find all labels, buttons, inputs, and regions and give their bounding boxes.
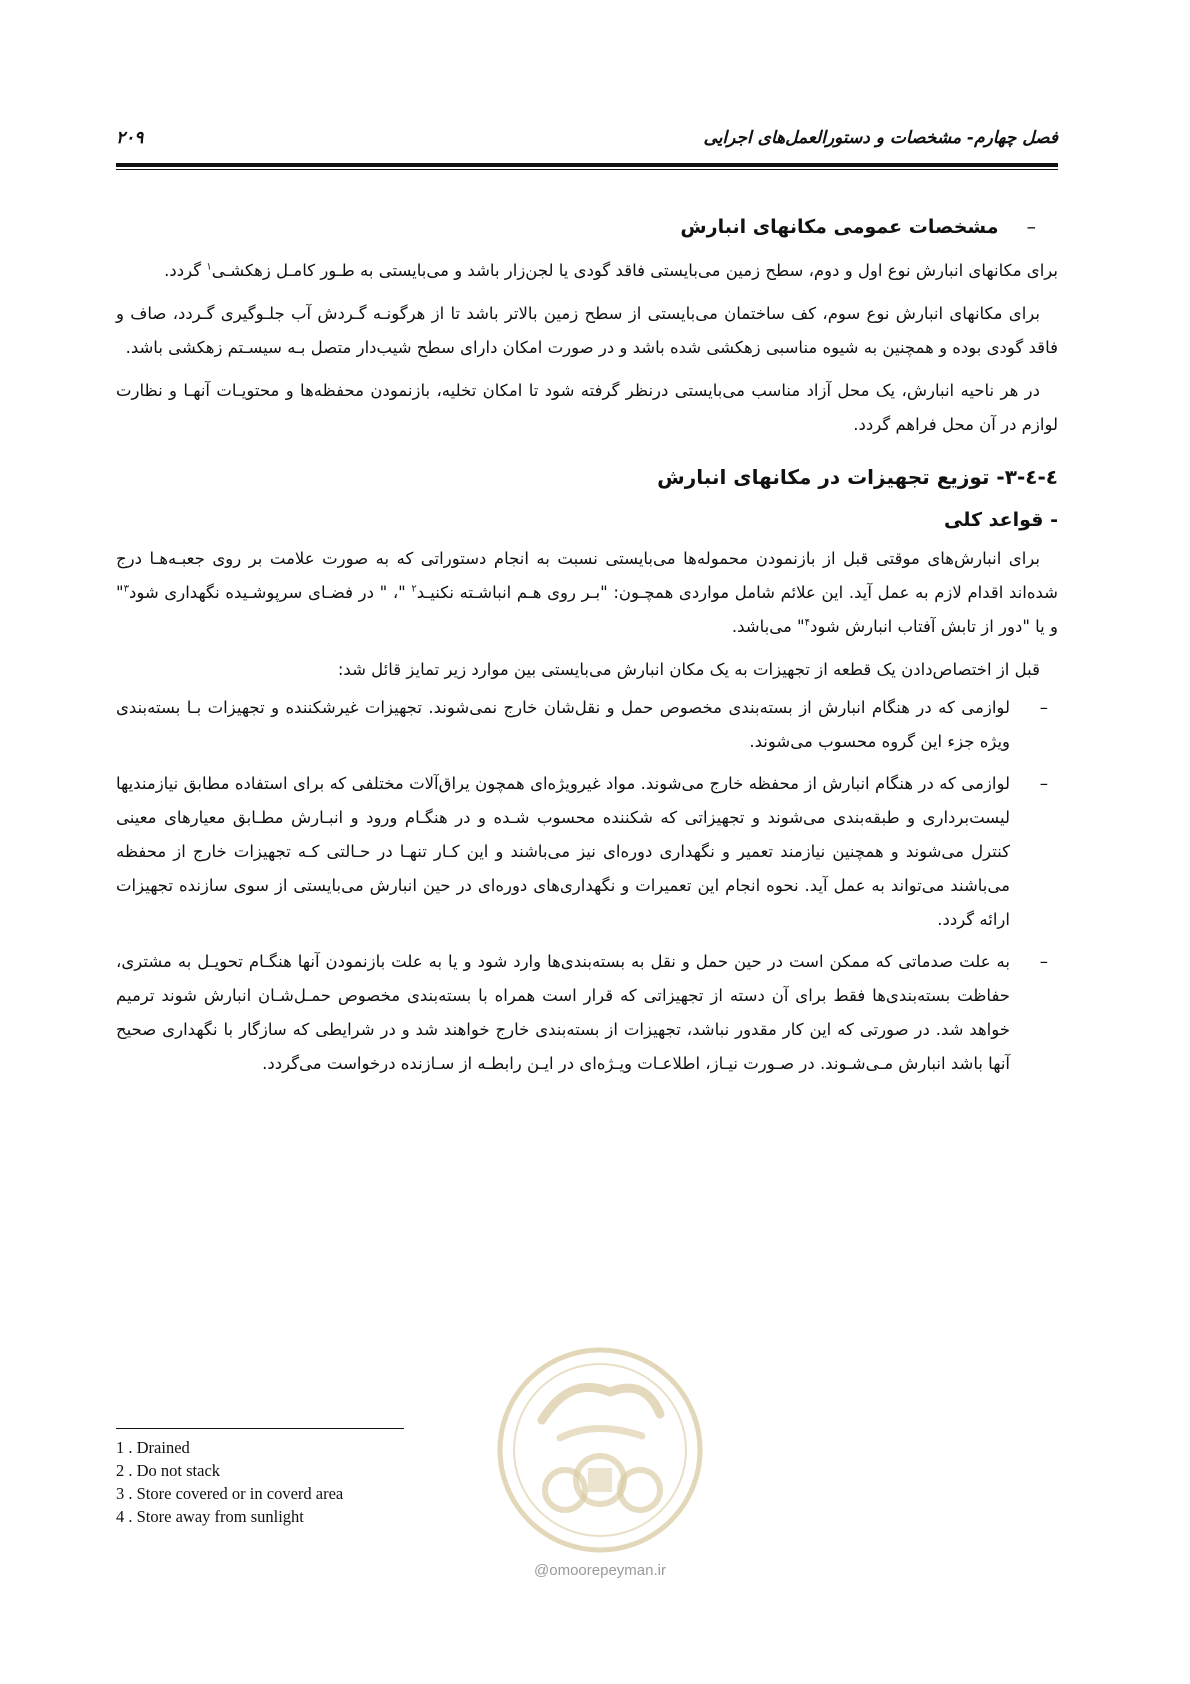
- footnote-ref-1: ۱: [206, 261, 212, 273]
- body-text: [116, 212, 1058, 1089]
- heading-text: مشخصات عمومی مکانهای انبارش: [680, 216, 999, 238]
- running-header: [116, 128, 1058, 162]
- footnote-rule: [116, 1428, 404, 1429]
- bullet-dash: –: [1039, 774, 1048, 793]
- header-rule-thick: [116, 163, 1058, 167]
- list-item: [116, 691, 1058, 759]
- bullet-dash: –: [1039, 952, 1048, 971]
- footnote-2: 2 . Do not stack: [116, 1461, 221, 1480]
- paragraph-text: برای انبارش‌های موقتی قبل از بازنمودن محموله‌ها می‌بایستی نسبت به انجام دستوراتی که به صورت علامت بر روی جعبـه‌هـا درج شده‌اند اقدام لازم به عمل آید. این علائم شامل مواردی همچـون: "بـر روی هـم انباشـته نکنیـد: [116, 549, 1058, 602]
- footnote-1: 1 . Drained: [116, 1438, 190, 1457]
- paragraph-floor: برای مکانهای انبارش نوع سوم، کف ساختمان می‌بایستی از سطح زمین بالاتر باشد تا از هرگونـه گـردش آب جلـوگیری گـردد، صاف و فاقد گودی بوده و همچنین به شیوه مناسبی زهکشی شده باشد و در صورت امکان دارای سطح شیب‌دار متصل بـه سیسـتم زهکشی باشد.: [116, 304, 1058, 357]
- watermark-caption: @omoorepeyman.ir: [534, 1562, 666, 1579]
- chapter-title: فصل چهارم- مشخصات و دستورالعمل‌های اجرایی: [703, 128, 1058, 148]
- paragraph-drainage: [116, 254, 1058, 288]
- footnote-3: 3 . Store covered or in coverd area: [116, 1484, 344, 1503]
- list-item: [116, 767, 1058, 937]
- list-item: [116, 945, 1058, 1081]
- heading-dash: –: [1026, 216, 1036, 238]
- footnote-ref-2: ۲: [411, 583, 417, 595]
- paragraph-tail: گردد.: [164, 261, 207, 280]
- items-list: [116, 691, 1058, 1081]
- paragraph-distinction: قبل از اختصاص‌دادن یک قطعه از تجهیزات به یک مکان انبارش می‌بایستی بین موارد زیر تمایز قائل شد:: [337, 660, 1040, 679]
- header-rule-thin: [116, 169, 1058, 170]
- footnote-4: 4 . Store away from sunlight: [116, 1507, 304, 1526]
- subheading-general-rules: - قواعد کلی: [944, 509, 1058, 531]
- paragraph-text: " و یا "دور از تابش آفتاب انبارش شود: [116, 583, 1058, 636]
- bullet-dash: –: [1039, 698, 1048, 717]
- list-item-text: لوازمی که در هنگام انبارش از بسته‌بندی مخصوص حمل و نقل‌شان خارج نمی‌شوند. تجهیزات غیرشکننده و تجهیزات بـا بسته‌بندی ویژه جزء این گروه محسوب می‌شوند.: [116, 698, 1010, 751]
- footnote-ref-3: ۳: [123, 583, 129, 595]
- paragraph-free-area: در هر ناحیه انبارش، یک محل آزاد مناسب می‌بایستی درنظر گرفته شود تا امکان تخلیه، بازنمودن محفظه‌ها و محتویـات آنهـا و نظارت لوازم در آن محل فراهم گردد.: [116, 381, 1058, 434]
- section-heading-general-specs: [116, 212, 1058, 242]
- section-heading-equipment-distribution: ٤-٤-٣- توزیع تجهیزات در مکانهای انبارش: [657, 465, 1058, 489]
- list-item-text: به علت صدماتی که ممکن است در حین حمل و نقل به بسته‌بندی‌ها وارد شود و یا به علت بازنمودن آنها هنگـام تحویـل به مشتری، حفاظت بسته‌بندی‌ها فقط برای آن دسته از تجهیزاتی که قرار است همراه با بسته‌بندی مخصوص حمـل‌شـان انبارش شوند ترمیم خواهد شد. در صورتی که این کار مقدور نباشد، تجهیزات از بسته‌بندی خارج خواهند شد و در شرایطی که سازگار با نگهداری صحیح آنها باشد انبارش مـی‌شـوند. در صـورت نیـاز، اطلاعـات ویـژه‌ای در ایـن رابطـه از سـازنده درخواست می‌گردد.: [116, 952, 1010, 1073]
- list-item-text: لوازمی که در هنگام انبارش از محفظه خارج می‌شوند. مواد غیرویژه‌ای همچون یراق‌آلات مختلفی که برای استفاده مطابق نیازمندیها لیست‌برداری و طبقه‌بندی می‌شوند و تجهیزاتی که شکننده محسوب شـده و در هنگـام ورود و انبـارش مطـابق معیارهای معینی کنترل می‌شوند و همچنین نیازمند تعمیر و نگهداری دوره‌ای نیز می‌باشند و این کـار تنهـا در حـالتی کـه تجهیزات خارج از محفظه می‌باشند می‌تواند به عمل آید. نحوه انجام این تعمیرات و نگهداری‌های دوره‌ای در حین انبارش می‌بایستی از سوی سازنده تجهیزات ارائه گردد.: [116, 774, 1010, 929]
- paragraph-text: " می‌باشد.: [731, 617, 805, 636]
- paragraph-text: برای مکانهای انبارش نوع اول و دوم، سطح زمین می‌بایستی فاقد گودی یا لجن‌زار باشد و می‌بایستی به طـور کامـل زهکشـی: [211, 261, 1058, 280]
- paragraph-markings: [116, 542, 1058, 644]
- page-number: ۲۰۹: [116, 128, 144, 148]
- footnotes: [116, 1436, 516, 1528]
- paragraph-text: "، " در فضـای سرپوشـیده نگهداری شود: [128, 583, 412, 602]
- footnote-ref-4: ۴: [804, 617, 811, 629]
